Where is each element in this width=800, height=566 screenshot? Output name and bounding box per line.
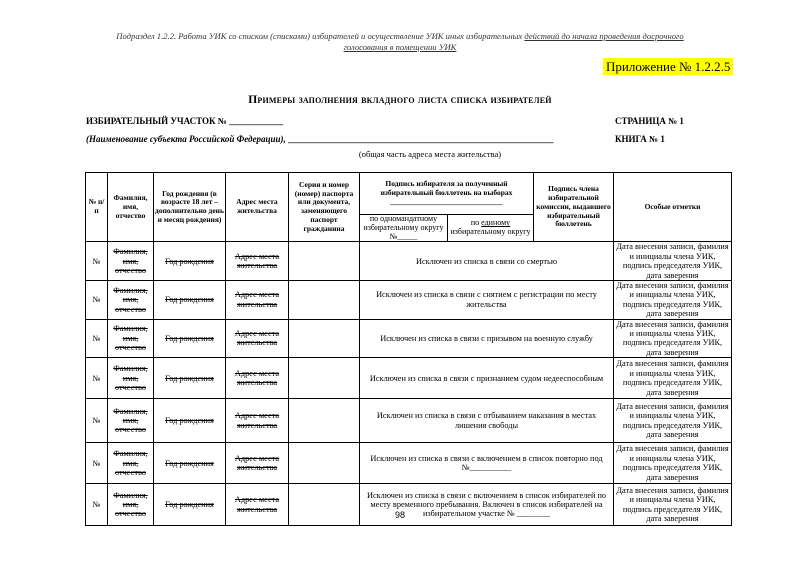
row-num: № <box>86 443 108 484</box>
row-reason: Исключен из списка в связи с отбыванием наказания в местах лишения свободы <box>360 399 614 443</box>
row-name: Фамилия, имя, отчество <box>108 484 154 526</box>
col-header-ballot-group <box>360 173 534 215</box>
row-name: Фамилия, имя, отчество <box>108 443 154 484</box>
row-passport <box>289 319 360 358</box>
row-year: Год рождения <box>154 242 226 281</box>
table-row <box>86 399 732 443</box>
col-header-united: по единому избирательному округу <box>448 215 534 242</box>
table-row <box>86 281 732 320</box>
ballot-group-label: Подпись избирателя за полученный избирательный бюллетень на выборах <box>380 179 513 198</box>
row-address: Адрес места жительства <box>226 319 289 358</box>
row-num: № <box>86 281 108 320</box>
row-address: Адрес места жительства <box>226 484 289 526</box>
row-notes: Дата внесения записи, фамилия и инициалы члена УИК, подпись председателя УИК, дата заверения <box>614 484 732 526</box>
row-passport <box>289 358 360 399</box>
col-header-num: № п/п <box>86 173 108 242</box>
row-num: № <box>86 242 108 281</box>
row-notes: Дата внесения записи, фамилия и инициалы члена УИК, подпись председателя УИК, дата заверения <box>614 399 732 443</box>
col-header-single-mandate: по одномандатному избирательному округу №_____ <box>360 215 448 242</box>
row-notes: Дата внесения записи, фамилия и инициалы члена УИК, подпись председателя УИК, дата заверения <box>614 358 732 399</box>
subject-label: (Наименование субъекта Российской Федерации), <box>86 134 286 144</box>
row-num: № <box>86 399 108 443</box>
col-header-notes: Особые отметки <box>614 173 732 242</box>
col-header-address: Адрес места жительства <box>226 173 289 242</box>
row-address: Адрес места жительства <box>226 399 289 443</box>
row-passport <box>289 443 360 484</box>
row-num: № <box>86 358 108 399</box>
row-year: Год рождения <box>154 484 226 526</box>
section-header <box>80 31 720 53</box>
voter-list-table <box>85 172 732 526</box>
row-passport <box>289 242 360 281</box>
row-passport <box>289 281 360 320</box>
row-year: Год рождения <box>154 443 226 484</box>
row-reason: Исключен из списка в связи с включением в список избирателей по месту временного пребывания. Включен в список избирателей на избирательном участке № ________ <box>360 484 614 526</box>
row-num: № <box>86 484 108 526</box>
section-header-line2: голосования в помещении УИК <box>343 42 457 52</box>
row-name: Фамилия, имя, отчество <box>108 319 154 358</box>
col-header-member-signature: Подпись члена избирательной комиссии, выдавшего избирательный бюллетень <box>534 173 614 242</box>
annex-label: Приложение № 1.2.2.5 <box>603 58 733 75</box>
row-passport <box>289 399 360 443</box>
row-name: Фамилия, имя, отчество <box>108 281 154 320</box>
row-name: Фамилия, имя, отчество <box>108 242 154 281</box>
ballot-group-blank: ______________________________ <box>390 196 503 206</box>
row-reason: Исключен из списка в связи со смертью <box>360 242 614 281</box>
row-reason: Исключен из списка в связи с включением в список повторно под №__________ <box>360 443 614 484</box>
section-header-line1-underlined: действий до начала проведения досрочного <box>524 31 684 41</box>
table-row <box>86 358 732 399</box>
row-reason: Исключен из списка в связи с призывом на военную службу <box>360 319 614 358</box>
row-year: Год рождения <box>154 358 226 399</box>
page-label: СТРАНИЦА № 1 <box>615 116 684 126</box>
col-header-name: Фамилия, имя, отчество <box>108 173 154 242</box>
row-notes: Дата внесения записи, фамилия и инициалы члена УИК, подпись председателя УИК, дата заверения <box>614 281 732 320</box>
row-reason: Исключен из списка в связи с признанием судом недееспособным <box>360 358 614 399</box>
row-notes: Дата внесения записи, фамилия и инициалы члена УИК, подпись председателя УИК, дата заверения <box>614 443 732 484</box>
row-name: Фамилия, имя, отчество <box>108 399 154 443</box>
page-number: 98 <box>394 510 405 520</box>
row-name: Фамилия, имя, отчество <box>108 358 154 399</box>
row-year: Год рождения <box>154 281 226 320</box>
district-label: ИЗБИРАТЕЛЬНЫЙ УЧАСТОК № ____________ <box>86 116 284 126</box>
book-label: КНИГА № 1 <box>615 134 665 144</box>
table-row <box>86 242 732 281</box>
section-header-line1: Подраздел 1.2.2. Работа УИК со списком (списками) избирателей и осуществление УИК иных избирательных <box>116 31 525 41</box>
table-row <box>86 319 732 358</box>
col-header-year: Год рождения (в возрасте 18 лет – дополнительно день и месяц рождения) <box>154 173 226 242</box>
subject-blank: ___________________________________________________________ <box>285 134 554 144</box>
row-year: Год рождения <box>154 399 226 443</box>
row-address: Адрес места жительства <box>226 358 289 399</box>
address-caption: (общая часть адреса места жительства) <box>358 149 502 159</box>
subject-line <box>86 134 554 144</box>
col-header-passport: Серия и номер (номер) паспорта или документа, заменяющего паспорт гражданина <box>289 173 360 242</box>
row-reason: Исключен из списка в связи с снятием с регистрации по месту жительства <box>360 281 614 320</box>
row-notes: Дата внесения записи, фамилия и инициалы члена УИК, подпись председателя УИК, дата заверения <box>614 319 732 358</box>
row-num: № <box>86 319 108 358</box>
table-row <box>86 443 732 484</box>
row-address: Адрес места жительства <box>226 281 289 320</box>
row-address: Адрес места жительства <box>226 242 289 281</box>
row-year: Год рождения <box>154 319 226 358</box>
page-title: Примеры заполнения вкладного листа списка избирателей <box>248 94 552 106</box>
row-notes: Дата внесения записи, фамилия и инициалы члена УИК, подпись председателя УИК, дата заверения <box>614 242 732 281</box>
row-address: Адрес места жительства <box>226 443 289 484</box>
